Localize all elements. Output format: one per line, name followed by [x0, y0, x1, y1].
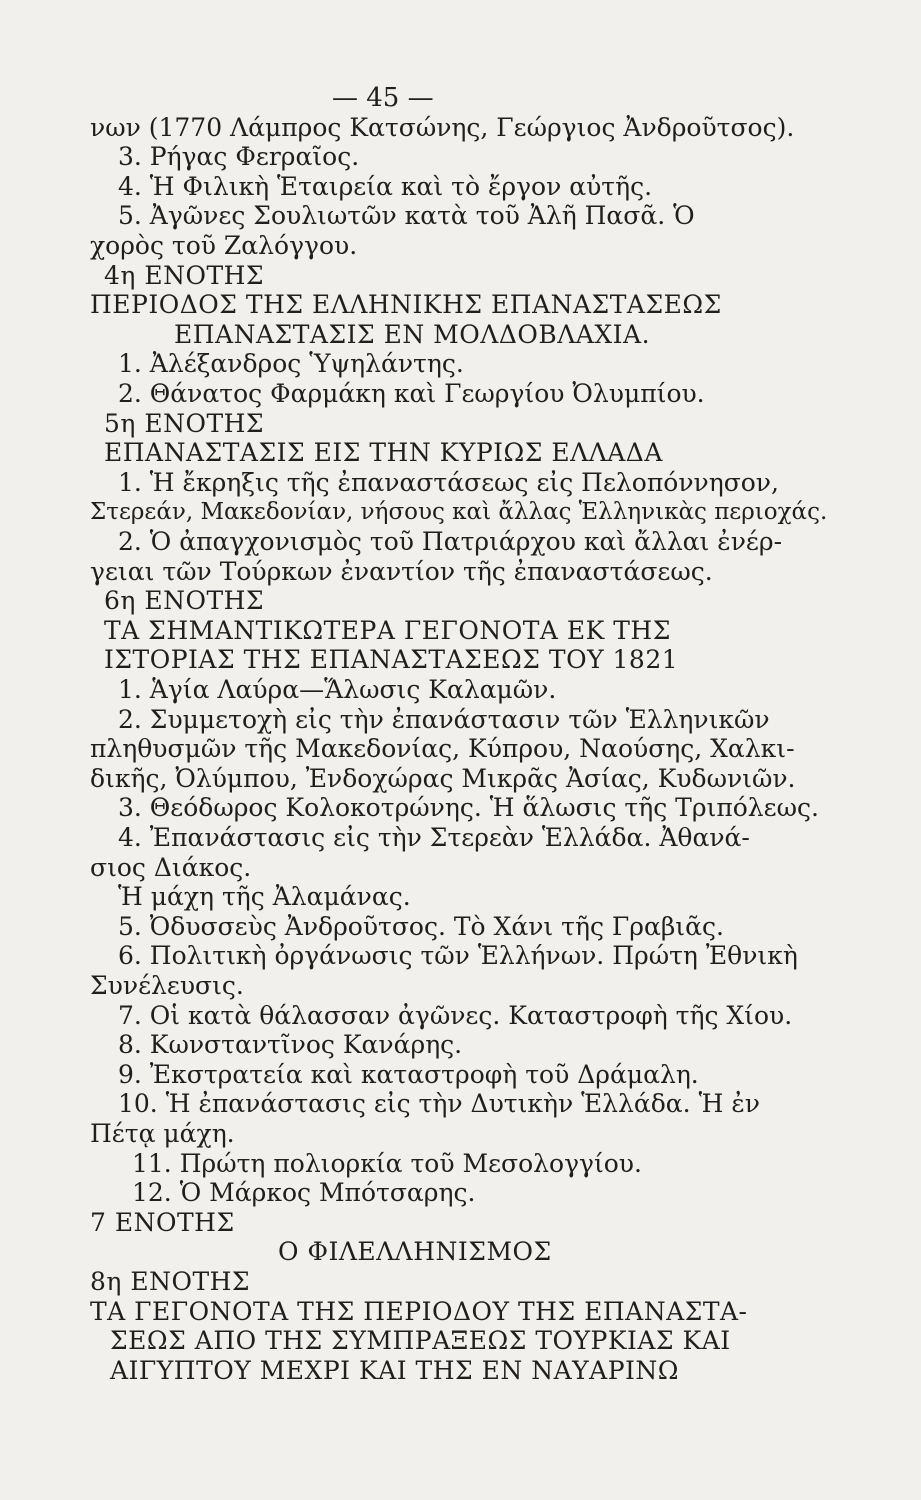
list-item: 4. Ἐπανάστασις εἰς τὴν Στερεὰν Ἑλλάδα. Ἀθανά- — [118, 823, 750, 852]
list-item: 7. Οἱ κατὰ θάλασσαν ἀγῶνες. Καταστροφὴ τῆς Χίου. — [118, 1000, 793, 1030]
text-line: χορὸς τοῦ Ζαλόγγου. — [90, 231, 358, 260]
list-item: 1. Ἡ ἔκρηξις τῆς ἐπαναστάσεως εἰς Πελοπόννησον, — [118, 467, 779, 497]
text-line: γειαι τῶν Τούρκων ἐναντίον τῆς ἐπαναστάσεως. — [90, 556, 713, 586]
section-title: ΕΠΑΝΑΣΤΑΣΙΣ ΕΝ ΜΟΛΔΟΒΛΑΧΙΑ. — [174, 319, 651, 349]
list-item: 10. Ἡ ἐπανάστασις εἰς τὴν Δυτικὴν Ἑλλάδα. Ἡ ἐν — [118, 1089, 760, 1119]
list-item: 2. Συμμετοχὴ εἰς τὴν ἐπανάστασιν τῶν Ἑλληνικῶν — [118, 704, 770, 734]
text-line: νων (1770 Λάμπρος Κατσώνης, Γεώργιος Ἀνδροῦτσος). — [90, 112, 795, 142]
section-title: ΤΑ ΓΕΓΟΝΟΤΑ ΤΗΣ ΠΕΡΙΟΔΟΥ ΤΗΣ ΕΠΑΝΑΣΤΑ- — [90, 1296, 748, 1326]
page-number: — 45 — — [332, 83, 434, 113]
text-line: Πέτᾳ μάχη. — [90, 1119, 235, 1148]
section-title: ΤΑ ΣΗΜΑΝΤΙΚΩΤΕΡΑ ΓΕΓΟΝΟΤΑ ΕΚ ΤΗΣ — [104, 615, 671, 645]
section-title: Ο ΦΙΛΕΛΛΗΝΙΣΜΟΣ — [278, 1237, 552, 1267]
list-item: 1. Ἁγία Λαύρα—Ἅλωσις Καλαμῶν. — [118, 675, 557, 704]
list-item: Ἡ μάχη τῆς Ἀλαμάνας. — [118, 882, 411, 912]
list-item: 3. Ρήγας Φεrραῖος. — [118, 142, 360, 172]
list-item: 2. Ὁ ἀπαγχονισμὸς τοῦ Πατριάρχου καὶ ἄλλαι ἐνέρ- — [118, 527, 783, 556]
text-line: Συνέλευσις. — [90, 971, 244, 1000]
list-item: 4. Ἡ Φιλικὴ Ἑταιρεία καὶ τὸ ἔργον αὐτῆς. — [118, 171, 653, 201]
unit-heading: 4η ΕΝΟΤΗΣ — [104, 260, 265, 290]
section-title: ΙΣΤΟΡΙΑΣ ΤΗΣ ΕΠΑΝΑΣΤΑΣΕΩΣ ΤΟΥ 1821 — [104, 645, 679, 675]
section-title: ΕΠΑΝΑΣΤΑΣΙΣ ΕΙΣ ΤΗΝ ΚΥΡΙΩΣ ΕΛΛΑΔΑ — [104, 438, 663, 468]
text-line: πληθυσμῶν τῆς Μακεδονίας, Κύπρου, Ναούσης, Χαλκι- — [90, 734, 795, 764]
list-item: 3. Θεόδωρος Κολοκοτρώνης. Ἡ ἅλωσις τῆς Τριπόλεως. — [118, 793, 819, 823]
list-item: 1. Ἀλέξανδρος Ὑψηλάντης. — [118, 349, 464, 379]
list-item: 11. Πρώτη πολιορκία τοῦ Μεσολογγίου. — [132, 1148, 642, 1178]
list-item: 5. Ὀδυσσεὺς Ἀνδροῦτσος. Τὸ Χάνι τῆς Γραβιᾶς. — [118, 911, 724, 941]
text-line: σιος Διάκος. — [90, 852, 252, 882]
section-title: ΑΙΓΥΠΤΟΥ ΜΕΧΡΙ ΚΑΙ ΤΗΣ ΕΝ ΝΑΥΑΡΙΝΩ — [110, 1355, 680, 1385]
list-item: 8. Κωνσταντῖνος Κανάρης. — [118, 1030, 463, 1060]
unit-heading: 5η ΕΝΟΤΗΣ — [104, 408, 265, 438]
list-item: 5. Ἀγῶνες Σουλιωτῶν κατὰ τοῦ Ἀλῆ Πασᾶ. Ὁ — [118, 201, 695, 231]
list-item: 2. Θάνατος Φαρμάκη καὶ Γεωργίου Ὀλυμπίου. — [118, 379, 705, 408]
list-item: 6. Πολιτικὴ ὀργάνωσις τῶν Ἑλλήνων. Πρώτη Ἐθνικὴ — [118, 941, 798, 971]
unit-heading: 8η ΕΝΟΤΗΣ — [90, 1267, 251, 1296]
unit-heading: 6η ΕΝΟΤΗΣ — [104, 586, 265, 616]
text-line: δικῆς, Ὀλύμπου, Ἐνδοχώρας Μικρᾶς Ἀσίας, Κυδωνιῶν. — [90, 763, 796, 793]
text-line: Στερεάν, Μακεδονίαν, νήσους καὶ ἄλλας Ἑλληνικὰς περιοχάς. — [90, 499, 828, 526]
unit-heading: 7 ΕΝΟΤΗΣ — [90, 1207, 235, 1237]
section-title: ΠΕΡΙΟΔΟΣ ΤΗΣ ΕΛΛΗΝΙΚΗΣ ΕΠΑΝΑΣΤΑΣΕΩΣ — [90, 290, 722, 320]
section-title: ΣΕΩΣ ΑΠΟ ΤΗΣ ΣΥΜΠΡΑΞΕΩΣ ΤΟΥΡΚΙΑΣ ΚΑΙ — [110, 1326, 731, 1356]
list-item: 12. Ὁ Μάρκος Μπότσαρης. — [132, 1178, 476, 1208]
list-item: 9. Ἐκστρατεία καὶ καταστροφὴ τοῦ Δράμαλη. — [118, 1059, 699, 1089]
